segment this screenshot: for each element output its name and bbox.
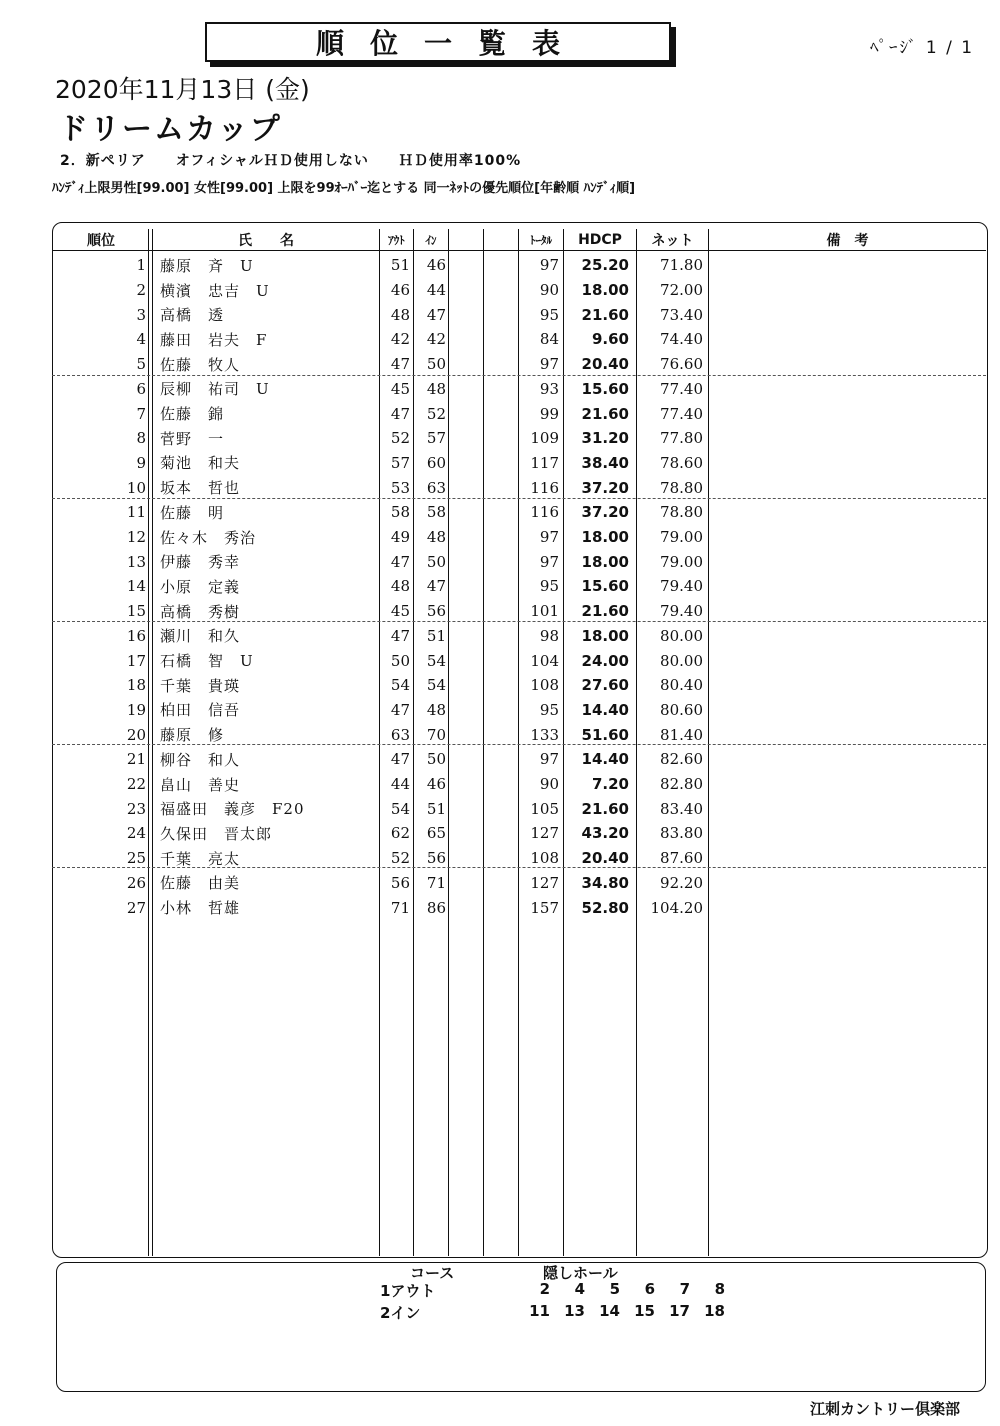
in-score-cell: 65: [426, 824, 446, 843]
net-score-cell: 92.20: [660, 873, 703, 892]
net-score-cell: 71.80: [660, 256, 703, 275]
in-score-cell: 52: [426, 404, 446, 423]
in-score-cell: 56: [426, 602, 446, 621]
out-course-label: 1アウト: [380, 1282, 436, 1300]
net-score-cell: 87.60: [660, 849, 703, 868]
rank-cell: 27: [126, 898, 146, 917]
col-header-rank: 順位: [87, 233, 115, 249]
table-row: [0, 871, 1000, 896]
rank-cell: 7: [136, 404, 146, 423]
total-score-cell: 90: [539, 775, 559, 794]
hdcp-cell: 9.60: [591, 330, 629, 349]
name-cell: 小林 哲雄: [160, 899, 241, 918]
table-row: [0, 821, 1000, 846]
net-score-cell: 80.00: [660, 626, 703, 645]
total-score-cell: 97: [539, 528, 559, 547]
out-score-cell: 63: [390, 725, 410, 744]
hdcp-cell: 15.60: [581, 577, 629, 596]
rank-cell: 5: [136, 355, 146, 374]
hole-number: 17: [669, 1302, 690, 1320]
hdcp-cell: 18.00: [581, 281, 629, 300]
total-score-cell: 127: [530, 873, 559, 892]
name-cell: 菅野 一: [160, 429, 225, 448]
name-cell: 横濱 忠吉 U: [160, 281, 270, 300]
name-cell: 千葉 亮太: [160, 849, 241, 868]
out-score-cell: 52: [390, 429, 410, 448]
hdcp-cell: 27.60: [581, 676, 629, 695]
table-row: [0, 475, 1000, 500]
out-score-cell: 47: [390, 700, 410, 719]
rank-cell: 23: [126, 799, 146, 818]
table-row: [0, 846, 1000, 871]
in-score-cell: 86: [426, 898, 446, 917]
in-score-cell: 46: [426, 775, 446, 794]
name-cell: 高橋 透: [160, 306, 225, 325]
table-row: [0, 673, 1000, 698]
name-cell: 柳谷 和人: [160, 750, 241, 769]
rank-cell: 21: [126, 750, 146, 769]
in-score-cell: 51: [426, 799, 446, 818]
hole-number: 4: [574, 1280, 585, 1298]
out-hidden-holes: [515, 1280, 725, 1298]
net-score-cell: 77.80: [660, 429, 703, 448]
table-row: [0, 302, 1000, 327]
total-score-cell: 97: [539, 552, 559, 571]
header-divider: [52, 250, 986, 251]
rank-cell: 1: [136, 256, 146, 275]
table-row: [0, 599, 1000, 624]
out-score-cell: 62: [390, 824, 410, 843]
total-score-cell: 127: [530, 824, 559, 843]
handicap-method: 2．新ペリア オフィシャルＨＤ使用しない ＨＤ使用率100%: [60, 153, 522, 169]
col-header-total: ﾄｰﾀﾙ: [530, 234, 552, 247]
out-score-cell: 48: [390, 577, 410, 596]
hole-number: 14: [599, 1302, 620, 1320]
name-cell: 瀬川 和久: [160, 627, 241, 646]
hdcp-cell: 20.40: [581, 849, 629, 868]
name-cell: 小原 定義: [160, 577, 241, 596]
name-cell: 石橋 智 U: [160, 652, 254, 671]
name-cell: 伊藤 秀幸: [160, 553, 241, 572]
net-score-cell: 79.40: [660, 577, 703, 596]
rank-cell: 19: [126, 700, 146, 719]
net-score-cell: 80.60: [660, 700, 703, 719]
net-score-cell: 79.00: [660, 528, 703, 547]
out-score-cell: 47: [390, 626, 410, 645]
course-label: コース: [410, 1264, 455, 1282]
rank-cell: 3: [136, 305, 146, 324]
col-header-net: ネット: [651, 233, 694, 249]
name-cell: 佐藤 錦: [160, 405, 225, 424]
in-score-cell: 54: [426, 676, 446, 695]
in-score-cell: 54: [426, 651, 446, 670]
hole-number: 6: [644, 1280, 655, 1298]
out-score-cell: 57: [390, 453, 410, 472]
event-date: 2020年11月13日 (金): [55, 75, 310, 104]
out-score-cell: 42: [390, 330, 410, 349]
table-row: [0, 796, 1000, 821]
total-score-cell: 101: [530, 602, 559, 621]
hdcp-cell: 31.20: [581, 429, 629, 448]
total-score-cell: 95: [539, 305, 559, 324]
in-score-cell: 51: [426, 626, 446, 645]
club-name: 江刺カントリー倶楽部: [810, 1400, 961, 1418]
name-cell: 藤原 斉 U: [160, 256, 254, 275]
handicap-limits: ﾊﾝﾃﾞｨ上限男性[99.00] 女性[99.00] 上限を99ｵｰﾊﾞｰ迄とする 同一ﾈｯﾄの優先順位[年齢順 ﾊﾝﾃﾞｨ順]: [52, 181, 636, 196]
hdcp-cell: 21.60: [581, 799, 629, 818]
in-score-cell: 47: [426, 305, 446, 324]
out-score-cell: 48: [390, 305, 410, 324]
net-score-cell: 104.20: [650, 898, 703, 917]
in-score-cell: 60: [426, 453, 446, 472]
total-score-cell: 95: [539, 700, 559, 719]
table-row: [0, 549, 1000, 574]
out-score-cell: 50: [390, 651, 410, 670]
rank-cell: 2: [136, 281, 146, 300]
name-cell: 藤原 修: [160, 726, 225, 745]
hole-number: 8: [714, 1280, 725, 1298]
total-score-cell: 104: [530, 651, 559, 670]
net-score-cell: 80.40: [660, 676, 703, 695]
total-score-cell: 109: [530, 429, 559, 448]
net-score-cell: 81.40: [660, 725, 703, 744]
name-cell: 佐々木 秀治: [160, 528, 257, 547]
total-score-cell: 90: [539, 281, 559, 300]
total-score-cell: 99: [539, 404, 559, 423]
net-score-cell: 79.40: [660, 602, 703, 621]
out-score-cell: 53: [390, 478, 410, 497]
in-score-cell: 57: [426, 429, 446, 448]
rank-cell: 22: [126, 775, 146, 794]
name-cell: 佐藤 由美: [160, 874, 241, 893]
in-score-cell: 63: [426, 478, 446, 497]
hdcp-cell: 20.40: [581, 355, 629, 374]
out-score-cell: 58: [390, 503, 410, 522]
rank-cell: 17: [126, 651, 146, 670]
table-row: [0, 648, 1000, 673]
net-score-cell: 82.80: [660, 775, 703, 794]
in-hidden-holes: [515, 1302, 725, 1320]
net-score-cell: 78.60: [660, 453, 703, 472]
rank-cell: 10: [126, 478, 146, 497]
name-cell: 佐藤 牧人: [160, 355, 241, 374]
total-score-cell: 95: [539, 577, 559, 596]
hdcp-cell: 37.20: [581, 503, 629, 522]
name-cell: 千葉 貴瑛: [160, 676, 241, 695]
total-score-cell: 117: [530, 453, 559, 472]
table-row: [0, 698, 1000, 723]
table-row: [0, 377, 1000, 402]
out-score-cell: 47: [390, 404, 410, 423]
table-row: [0, 895, 1000, 920]
in-score-cell: 47: [426, 577, 446, 596]
col-header-out: ｱｳﾄ: [388, 234, 405, 247]
table-row: [0, 451, 1000, 476]
total-score-cell: 116: [530, 478, 559, 497]
out-score-cell: 45: [390, 602, 410, 621]
hdcp-cell: 21.60: [581, 404, 629, 423]
rank-cell: 12: [126, 528, 146, 547]
rank-cell: 26: [126, 873, 146, 892]
total-score-cell: 108: [530, 676, 559, 695]
in-score-cell: 48: [426, 700, 446, 719]
total-score-cell: 105: [530, 799, 559, 818]
in-score-cell: 71: [426, 873, 446, 892]
table-row: [0, 352, 1000, 377]
net-score-cell: 78.80: [660, 503, 703, 522]
out-score-cell: 56: [390, 873, 410, 892]
hdcp-cell: 18.00: [581, 552, 629, 571]
out-score-cell: 54: [390, 799, 410, 818]
in-course-label: 2イン: [380, 1304, 421, 1322]
hdcp-cell: 21.60: [581, 305, 629, 324]
name-cell: 坂本 哲也: [160, 479, 241, 498]
col-header-hdcp: HDCP: [578, 232, 622, 248]
total-score-cell: 97: [539, 256, 559, 275]
in-score-cell: 48: [426, 528, 446, 547]
page-title: 順位一覧表: [205, 22, 671, 62]
out-score-cell: 71: [390, 898, 410, 917]
table-row: [0, 401, 1000, 426]
name-cell: 辰柳 祐司 U: [160, 380, 270, 399]
in-score-cell: 56: [426, 849, 446, 868]
out-score-cell: 47: [390, 552, 410, 571]
rank-cell: 6: [136, 379, 146, 398]
total-score-cell: 98: [539, 626, 559, 645]
rank-cell: 25: [126, 849, 146, 868]
name-cell: 畠山 善史: [160, 775, 241, 794]
hdcp-cell: 18.00: [581, 626, 629, 645]
hole-number: 7: [679, 1280, 690, 1298]
hdcp-cell: 38.40: [581, 453, 629, 472]
net-score-cell: 77.40: [660, 404, 703, 423]
name-cell: 高橋 秀樹: [160, 602, 241, 621]
hdcp-cell: 7.20: [591, 775, 629, 794]
in-score-cell: 50: [426, 552, 446, 571]
table-row: [0, 772, 1000, 797]
rank-cell: 14: [126, 577, 146, 596]
out-score-cell: 46: [390, 281, 410, 300]
hdcp-cell: 15.60: [581, 379, 629, 398]
table-row: [0, 327, 1000, 352]
net-score-cell: 83.80: [660, 824, 703, 843]
rank-cell: 4: [136, 330, 146, 349]
hdcp-cell: 14.40: [581, 750, 629, 769]
name-cell: 柏田 信吾: [160, 701, 241, 720]
name-cell: 菊池 和夫: [160, 454, 241, 473]
hdcp-cell: 37.20: [581, 478, 629, 497]
net-score-cell: 72.00: [660, 281, 703, 300]
out-score-cell: 52: [390, 849, 410, 868]
table-row: [0, 747, 1000, 772]
total-score-cell: 93: [539, 379, 559, 398]
hidden-holes-label: 隠しホール: [543, 1264, 618, 1282]
in-score-cell: 46: [426, 256, 446, 275]
name-cell: 佐藤 明: [160, 503, 225, 522]
page-number: ﾍﾟｰｼﾞ 1 / 1: [870, 38, 975, 58]
in-score-cell: 50: [426, 355, 446, 374]
net-score-cell: 83.40: [660, 799, 703, 818]
col-header-name: 氏 名: [238, 233, 294, 249]
table-row: [0, 253, 1000, 278]
table-row: [0, 574, 1000, 599]
hdcp-cell: 24.00: [581, 651, 629, 670]
hdcp-cell: 14.40: [581, 700, 629, 719]
out-score-cell: 47: [390, 355, 410, 374]
net-score-cell: 79.00: [660, 552, 703, 571]
out-score-cell: 45: [390, 379, 410, 398]
net-score-cell: 78.80: [660, 478, 703, 497]
total-score-cell: 157: [530, 898, 559, 917]
event-name: ドリームカップ: [58, 112, 282, 147]
rank-cell: 16: [126, 626, 146, 645]
net-score-cell: 80.00: [660, 651, 703, 670]
total-score-cell: 97: [539, 750, 559, 769]
total-score-cell: 84: [539, 330, 559, 349]
col-header-in: ｲﾝ: [425, 234, 437, 247]
in-score-cell: 48: [426, 379, 446, 398]
in-score-cell: 70: [426, 725, 446, 744]
hdcp-cell: 18.00: [581, 528, 629, 547]
name-cell: 久保田 晋太郎: [160, 824, 273, 843]
table-row: [0, 426, 1000, 451]
table-row: [0, 624, 1000, 649]
rank-cell: 8: [136, 429, 146, 448]
net-score-cell: 77.40: [660, 379, 703, 398]
net-score-cell: 73.40: [660, 305, 703, 324]
hole-number: 5: [609, 1280, 620, 1298]
out-score-cell: 47: [390, 750, 410, 769]
total-score-cell: 108: [530, 849, 559, 868]
total-score-cell: 116: [530, 503, 559, 522]
rank-cell: 15: [126, 602, 146, 621]
col-header-notes: 備 考: [826, 233, 869, 249]
rank-cell: 24: [126, 824, 146, 843]
rank-cell: 13: [126, 552, 146, 571]
rank-cell: 18: [126, 676, 146, 695]
out-score-cell: 51: [390, 256, 410, 275]
hole-number: 2: [539, 1280, 550, 1298]
net-score-cell: 74.40: [660, 330, 703, 349]
in-score-cell: 50: [426, 750, 446, 769]
table-row: [0, 500, 1000, 525]
out-score-cell: 49: [390, 528, 410, 547]
table-row: [0, 525, 1000, 550]
hdcp-cell: 43.20: [581, 824, 629, 843]
hole-number: 15: [634, 1302, 655, 1320]
hole-number: 13: [564, 1302, 585, 1320]
rank-cell: 11: [126, 503, 146, 522]
hdcp-cell: 34.80: [581, 873, 629, 892]
total-score-cell: 133: [530, 725, 559, 744]
name-cell: 福盛田 義彦 F20: [160, 800, 305, 819]
hdcp-cell: 52.80: [581, 898, 629, 917]
out-score-cell: 44: [390, 775, 410, 794]
table-row: [0, 722, 1000, 747]
net-score-cell: 76.60: [660, 355, 703, 374]
out-score-cell: 54: [390, 676, 410, 695]
in-score-cell: 58: [426, 503, 446, 522]
hdcp-cell: 21.60: [581, 602, 629, 621]
in-score-cell: 44: [426, 281, 446, 300]
hole-number: 11: [529, 1302, 550, 1320]
hdcp-cell: 25.20: [581, 256, 629, 275]
hole-number: 18: [704, 1302, 725, 1320]
total-score-cell: 97: [539, 355, 559, 374]
in-score-cell: 42: [426, 330, 446, 349]
table-row: [0, 278, 1000, 303]
rank-cell: 20: [126, 725, 146, 744]
name-cell: 藤田 岩夫 F: [160, 330, 268, 349]
hdcp-cell: 51.60: [581, 725, 629, 744]
net-score-cell: 82.60: [660, 750, 703, 769]
rank-cell: 9: [136, 453, 146, 472]
